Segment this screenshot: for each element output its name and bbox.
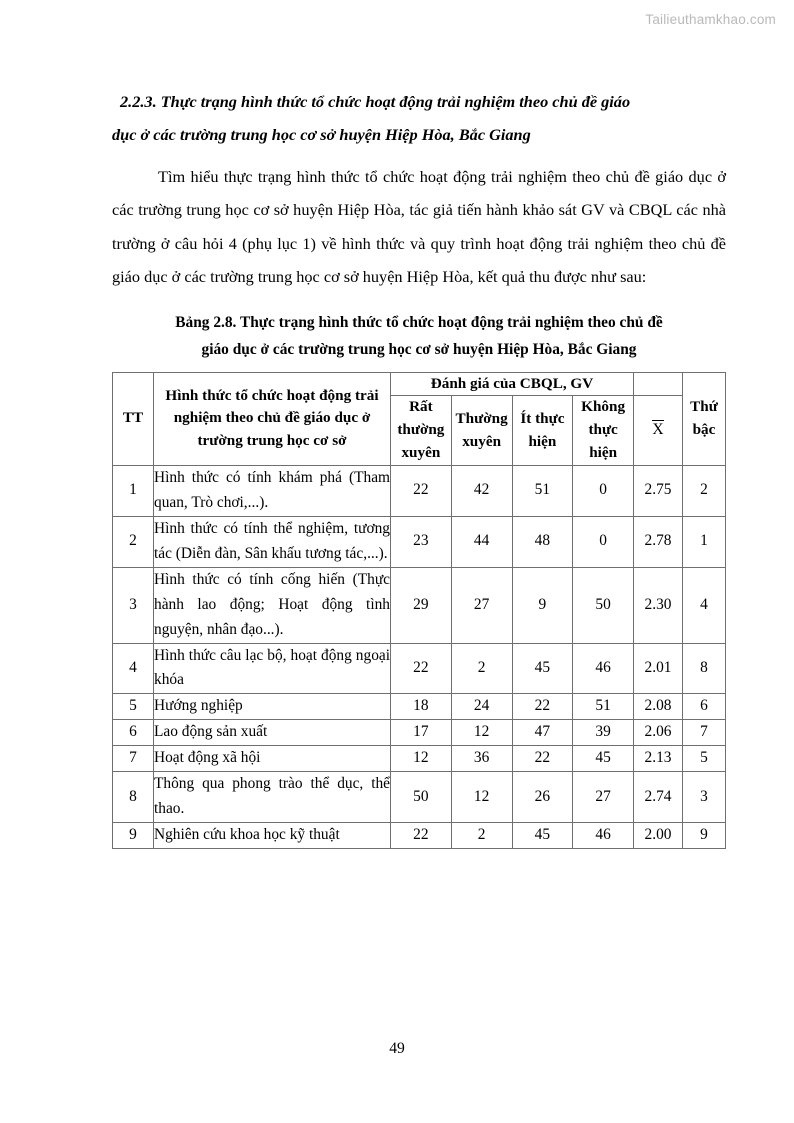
cell-rank: 2 <box>683 465 726 516</box>
cell-rank: 5 <box>683 746 726 772</box>
table-row <box>113 465 726 516</box>
cell-never: 46 <box>573 643 634 694</box>
column-header-never: Không thực hiện <box>573 396 634 465</box>
table-row <box>113 720 726 746</box>
cell-tt: 1 <box>113 465 154 516</box>
cell-never: 46 <box>573 823 634 849</box>
table-row <box>113 643 726 694</box>
cell-often: 27 <box>451 567 512 643</box>
column-header-group-evaluation: Đánh giá của CBQL, GV <box>391 372 634 396</box>
table-row <box>113 772 726 823</box>
cell-form: Lao động sản xuất <box>154 720 391 746</box>
page-number: 49 <box>389 1040 405 1057</box>
cell-mean: 2.06 <box>634 720 683 746</box>
table-body <box>113 465 726 848</box>
column-header-very-often: Rất thường xuyên <box>391 396 452 465</box>
cell-tt: 8 <box>113 772 154 823</box>
cell-seldom: 26 <box>512 772 573 823</box>
table-row <box>113 694 726 720</box>
table-row <box>113 823 726 849</box>
cell-form: Nghiên cứu khoa học kỹ thuật <box>154 823 391 849</box>
mean-symbol: X <box>652 421 664 439</box>
column-header-tt: TT <box>113 372 154 465</box>
cell-mean: 2.74 <box>634 772 683 823</box>
cell-often: 12 <box>451 772 512 823</box>
cell-rank: 8 <box>683 643 726 694</box>
cell-mean: 2.13 <box>634 746 683 772</box>
column-header-seldom: Ít thực hiện <box>512 396 573 465</box>
cell-form: Hoạt động xã hội <box>154 746 391 772</box>
cell-seldom: 22 <box>512 694 573 720</box>
cell-never: 51 <box>573 694 634 720</box>
column-header-mean-spacer <box>634 372 683 396</box>
cell-never: 50 <box>573 567 634 643</box>
cell-rank: 7 <box>683 720 726 746</box>
cell-seldom: 22 <box>512 746 573 772</box>
cell-tt: 4 <box>113 643 154 694</box>
cell-tt: 2 <box>113 516 154 567</box>
cell-seldom: 51 <box>512 465 573 516</box>
cell-rank: 3 <box>683 772 726 823</box>
cell-very-often: 18 <box>391 694 452 720</box>
section-heading <box>112 86 726 152</box>
column-header-form: Hình thức tổ chức hoạt động trải nghiệm theo chủ đề giáo dục ở trường trung học cơ sở <box>154 372 391 465</box>
cell-seldom: 45 <box>512 823 573 849</box>
cell-mean: 2.08 <box>634 694 683 720</box>
table-row <box>113 746 726 772</box>
section-heading-line-2: dục ở các trường trung học cơ sở huyện Hiệp Hòa, Bắc Giang <box>112 124 531 144</box>
cell-very-often: 12 <box>391 746 452 772</box>
cell-never: 39 <box>573 720 634 746</box>
cell-very-often: 22 <box>391 823 452 849</box>
cell-mean: 2.78 <box>634 516 683 567</box>
column-header-often: Thường xuyên <box>451 396 512 465</box>
cell-seldom: 9 <box>512 567 573 643</box>
cell-rank: 4 <box>683 567 726 643</box>
intro-paragraph: Tìm hiểu thực trạng hình thức tổ chức hoạt động trải nghiệm theo chủ đề giáo dục ở các trường trung học cơ sở huyện Hiệp Hòa, tác giả tiến hành khảo sát GV và CBQL các nhà trường ở câu hỏi 4 (phụ lục 1) về hình thức và quy trình hoạt động trải nghiệm theo chủ đề giáo dục ở các trường trung học cơ sở huyện Hiệp Hòa, kết quả thu được như sau: <box>112 166 726 287</box>
cell-rank: 9 <box>683 823 726 849</box>
cell-form: Hướng nghiệp <box>154 694 391 720</box>
cell-form: Hình thức có tính cống hiến (Thực hành lao động; Hoạt động tình nguyện, nhân đạo...). <box>154 567 391 643</box>
cell-never: 0 <box>573 465 634 516</box>
table-row <box>113 516 726 567</box>
cell-seldom: 45 <box>512 643 573 694</box>
section-heading-line-1: 2.2.3. Thực trạng hình thức tổ chức hoạt động trải nghiệm theo chủ đề giáo <box>120 92 631 111</box>
table-caption <box>112 310 726 364</box>
cell-very-often: 50 <box>391 772 452 823</box>
cell-mean: 2.75 <box>634 465 683 516</box>
cell-seldom: 48 <box>512 516 573 567</box>
cell-mean: 2.30 <box>634 567 683 643</box>
table-header-row-1 <box>113 372 726 396</box>
cell-tt: 5 <box>113 694 154 720</box>
page-content <box>112 0 726 849</box>
cell-often: 42 <box>451 465 512 516</box>
cell-often: 36 <box>451 746 512 772</box>
cell-mean: 2.00 <box>634 823 683 849</box>
survey-results-table <box>112 372 726 849</box>
column-header-mean <box>634 396 683 465</box>
cell-very-often: 29 <box>391 567 452 643</box>
cell-often: 44 <box>451 516 512 567</box>
cell-rank: 1 <box>683 516 726 567</box>
cell-very-often: 22 <box>391 465 452 516</box>
cell-tt: 6 <box>113 720 154 746</box>
cell-very-often: 22 <box>391 643 452 694</box>
cell-never: 45 <box>573 746 634 772</box>
cell-seldom: 47 <box>512 720 573 746</box>
table-caption-line-2: giáo dục ở các trường trung học cơ sở huyện Hiệp Hòa, Bắc Giang <box>201 340 637 358</box>
cell-often: 24 <box>451 694 512 720</box>
cell-very-often: 23 <box>391 516 452 567</box>
table-caption-line-1: Bảng 2.8. Thực trạng hình thức tổ chức hoạt động trải nghiệm theo chủ đề <box>175 313 663 331</box>
cell-rank: 6 <box>683 694 726 720</box>
cell-form: Hình thức có tính khám phá (Tham quan, Trò chơi,...). <box>154 465 391 516</box>
cell-form: Hình thức câu lạc bộ, hoạt động ngoại khóa <box>154 643 391 694</box>
cell-mean: 2.01 <box>634 643 683 694</box>
cell-form: Hình thức có tính thể nghiệm, tương tác (Diễn đàn, Sân khấu tương tác,...). <box>154 516 391 567</box>
watermark-text: Tailieuthamkhao.com <box>645 12 776 27</box>
cell-tt: 3 <box>113 567 154 643</box>
cell-very-often: 17 <box>391 720 452 746</box>
cell-often: 2 <box>451 823 512 849</box>
cell-often: 2 <box>451 643 512 694</box>
cell-form: Thông qua phong trào thể dục, thể thao. <box>154 772 391 823</box>
cell-tt: 9 <box>113 823 154 849</box>
cell-often: 12 <box>451 720 512 746</box>
cell-tt: 7 <box>113 746 154 772</box>
table-row <box>113 567 726 643</box>
column-header-rank: Thứ bậc <box>683 372 726 465</box>
table-head <box>113 372 726 465</box>
cell-never: 0 <box>573 516 634 567</box>
cell-never: 27 <box>573 772 634 823</box>
